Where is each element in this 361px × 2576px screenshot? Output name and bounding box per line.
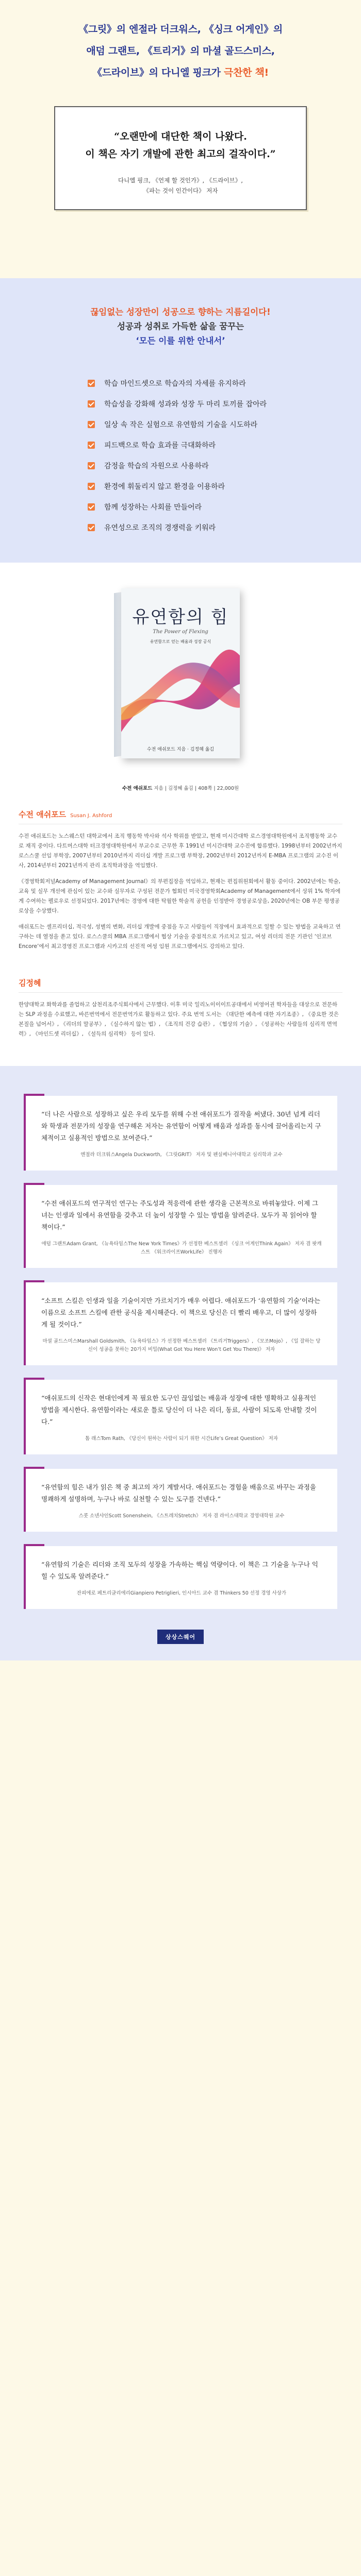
hero-highlight: 극찬한 책! xyxy=(224,67,269,78)
review-source: 톰 래스Tom Rath, 《당신이 원하는 사람이 되기 위한 시간Life’s Great Question》 저자 xyxy=(85,1436,278,1442)
footer xyxy=(0,1630,361,1660)
review-card xyxy=(24,1185,337,1268)
check-icon xyxy=(88,503,95,511)
author-name: 수전 애쉬포드 xyxy=(19,810,67,819)
list-item: 일상 속 작은 실험으로 유연함의 기술을 시도하라 xyxy=(88,414,361,435)
translator-name: 김정혜 xyxy=(19,978,41,988)
endorsement-box xyxy=(54,106,307,210)
review-card xyxy=(24,1469,337,1532)
list-item: 환경에 휘둘리지 않고 환경을 이용하라 xyxy=(88,476,361,497)
author-bio-paragraph: 《경영학회저널Academy of Management Journal》의 부편집장을 역임하고, 현재는 편집위원회에서 활동 중이다. 2002년에는 학술, 교육 및 실무 개선에 관심이 있는 교수와 실무자로 구성된 전문가 협회인 미국경영학회Academy of Management에서 상위 1% 학자에게 수여하는 펠로우로 선정되었다. 2017년에는 경영에 대한 탁월한 학술적 공헌을 인정받아 경영공로상을, 2020년에는 OB 부문 평생공로상을 수상했다. xyxy=(19,878,341,914)
endorsement-quote-line-2: 이 책은 자기 개발에 관한 최고의 걸작이다.” xyxy=(85,148,276,160)
review-quote: “유연함의 힘은 내가 읽은 책 중 최고의 자기 계발서다. 애쉬포드는 경험을 배움으로 바꾸는 과정을 명쾌하게 설명하며, 누구나 바로 실천할 수 있는 도구를 건넨다.” xyxy=(41,1483,316,1503)
book-title-en: The Power of Flexing xyxy=(153,629,208,635)
author-name-en: Susan J. Ashford xyxy=(70,813,112,819)
review-card xyxy=(24,1380,337,1454)
review-card xyxy=(24,1282,337,1365)
benefits-section xyxy=(0,278,361,563)
review-card xyxy=(24,1096,337,1171)
list-item: 피드백으로 학습 효과를 극대화하라 xyxy=(88,435,361,455)
list-item: 유연성으로 조직의 경쟁력을 키워라 xyxy=(88,517,361,538)
hero-section xyxy=(0,0,361,278)
list-item: 감정을 학습의 자원으로 사용하라 xyxy=(88,455,361,476)
benefits-heading: 끊임없는 성장만이 성공으로 향하는 지름길이다! 성공과 성취로 가득한 삶을 꿈꾸는 ‘모든 이를 위한 안내서’ xyxy=(90,307,271,346)
endorsement-source: 다니엘 핑크, 《언제 할 것인가》, 《드라이브》, 《파는 것이 인간이다》 저자 xyxy=(118,177,243,194)
review-source: 잔피에로 페트리글리에리Gianpiero Petriglieri, 인시아드 교수 겸 Thinkers 50 선정 경영 사상가 xyxy=(76,1590,287,1596)
review-quote: “더 나은 사람으로 성장하고 싶은 우리 모두를 위해 수전 애쉬포드가 걸작을 써냈다. 30년 넘게 리더와 학생과 전문가의 성장을 연구해온 저자는 유연함이 어떻게 배움과 성과를 동시에 끌어올리는지 구체적이고 실용적인 방법으로 보여준다.” xyxy=(41,1110,321,1142)
bio-section xyxy=(0,804,361,1066)
benefit-list xyxy=(88,373,361,538)
cover-ribbon-art xyxy=(121,648,240,742)
review-source: 애덤 그랜트Adam Grant, 《뉴욕타임스The New York Times》가 선정한 베스트셀러 《싱크 어게인Think Again》 저자 겸 팟캐스트 《워크라이프WorkLife》 진행자 xyxy=(41,1241,322,1255)
recommendations-section xyxy=(0,1066,361,1630)
book-cover xyxy=(121,588,240,758)
book-author-line: 수전 애쉬포드 지음 · 김정혜 옮김 xyxy=(146,747,215,752)
book-subtitle: 유연함으로 얻는 배움과 성장 공식 xyxy=(150,639,211,644)
review-quote: “애쉬포드의 신작은 현대인에게 꼭 필요한 도구인 끊임없는 배움과 성장에 대한 명확하고 실용적인 방법을 제시한다. 유연함이라는 새로운 틀로 당신이 더 나은 리더, 동료, 사람이 되도록 안내할 것이다.” xyxy=(41,1394,317,1426)
hero-line-3: 《드라이브》의 다니엘 핑크가 극찬한 책! xyxy=(92,67,269,78)
check-icon xyxy=(88,380,95,387)
book-caption: 수전 애쉬포드 지음 | 김정혜 옮김 | 408쪽 | 22,000원 xyxy=(0,784,361,804)
book-title: 유연함의 힘 xyxy=(132,607,229,628)
translator-bio-paragraph: 한양대학교 화학과를 졸업하고 삼천리조주식회사에서 근무했다. 이후 미국 일리노이이이트공대에서 비영어권 학자들을 대상으로 전문하는 SLP 과정을 수료했고, 바른번역에서 전문번역가로 활동하고 있다. 주요 번역 도서는 《대단한 예측에 대한 자기조종》, 《중요한 것은 본질을 넘어서》, 《리더의 말공부》, 《실수하지 않는 법》, 《조직의 건강 습관》, 《협상의 기술》, 《성공하는 사람들의 심리적 면역력》, 《마인드셋 리더십》, 《설득의 심리학》 등이 있다. xyxy=(19,1002,339,1037)
review-quote: “수전 애쉬포드의 연구적인 연구는 주도성과 적응력에 관한 생각을 근본적으로 바꿔놓았다. 이제 그녀는 인생과 일에서 유연함을 갖추고 더 높이 성장할 수 있는 방법을 알려준다. 모두가 꼭 읽어야 할 책이다.” xyxy=(41,1199,319,1231)
hero-line-2: 애덤 그랜트, 《트리거》의 마셜 골드스미스, xyxy=(86,45,275,57)
review-source: 스콧 소넨샤인Scott Sonenshein, 《스트레치Stretch》 저자 겸 라이스대학교 경영대학원 교수 xyxy=(78,1513,285,1519)
hero-line-1: 《그릿》의 엔절라 더크워스, 《싱크 어게인》의 xyxy=(78,24,283,35)
check-icon xyxy=(88,524,95,531)
author-bio-paragraph: 수전 애쉬포드는 노스웨스턴 대학교에서 조직 행동학 박사와 석사 학위를 받았고, 현재 미시간대학 로스경영대학원에서 조직행동학 교수로 재직 중이다. 다트머스대학 터크경영대학원에서 부교수로 근무한 후 1991년 미시간대학 교수진에 합류했다. 1998년부터 2002년까지 로스스쿨 선임 부학장, 2007년부터 2010년까지 리더십 개발 프로그램 부학장, 2002년부터 2012년까지 E-MBA 프로그램의 교수진 이사, 2014년부터 2021년까지 관리 조직학과장을 역임했다. xyxy=(19,833,342,869)
review-quote: “소프트 스킬은 인생과 일을 기술이지만 가르치기가 매우 어렵다. 애쉬포드가 ‘유연함의 기술’이라는 이름으로 소프트 스킬에 관한 공식을 제시해준다. 이 책으로 당신은 더 빨리 배우고, 더 많이 성장하게 될 것이다.” xyxy=(41,1297,321,1328)
book-cover-section xyxy=(0,563,361,784)
review-source: 마셜 골드스미스Marshall Goldsmith, 《뉴욕타임스》가 선정한 베스트셀러 《트리거Triggers》, 《모조Mojo》, 《일 잘하는 당신이 성공을 못하는 20가지 비밀(What Got You Here Won’t Get You There)》 저자 xyxy=(42,1338,321,1352)
author-bio-paragraph: 애쉬포드는 셀프리더십, 적극성, 성별의 변화, 리더십 개발에 중점을 두고 사람들이 직장에서 효과적으로 일할 수 있는 방법을 교육하고 연구하는 데 열정을 쏟고 있다. 로스스쿨의 MBA 프로그램에서 협상 기술을 중점적으로 가르치고 있고, 여성 리더의 전문 기관인 ‘인코브Encore’에서 최고경영진 프로그램과 시카고의 선진적 여성 임원 프로그램에서도 강의하고 있다. xyxy=(19,924,341,950)
review-quote: “유연함의 기술은 리더와 조직 모두의 성장을 가속하는 핵심 역량이다. 이 책은 그 기술을 누구나 익힐 수 있도록 알려준다.” xyxy=(41,1561,318,1580)
endorsement-quote-line-1: “오랜만에 대단한 책이 나왔다. xyxy=(114,131,247,142)
check-icon xyxy=(88,462,95,469)
list-item: 학습성을 강화해 성과와 성장 두 마리 토끼를 잡아라 xyxy=(88,394,361,414)
publisher-logo: 상상스퀘어 xyxy=(157,1630,204,1644)
check-icon xyxy=(88,400,95,408)
review-source: 엔절라 더크워스Angela Duckworth, 《그릿GRIT》 저자 및 펜실베니아대학교 심리학과 교수 xyxy=(80,1152,283,1158)
list-item: 함께 성장하는 사회를 만들어라 xyxy=(88,497,361,517)
book-image xyxy=(121,588,240,758)
review-card xyxy=(24,1546,337,1609)
list-item: 학습 마인드셋으로 학습자의 자세를 유지하라 xyxy=(88,373,361,394)
translator-heading xyxy=(19,977,342,993)
author-heading xyxy=(19,809,342,824)
check-icon xyxy=(88,483,95,490)
check-icon xyxy=(88,442,95,449)
check-icon xyxy=(88,421,95,428)
